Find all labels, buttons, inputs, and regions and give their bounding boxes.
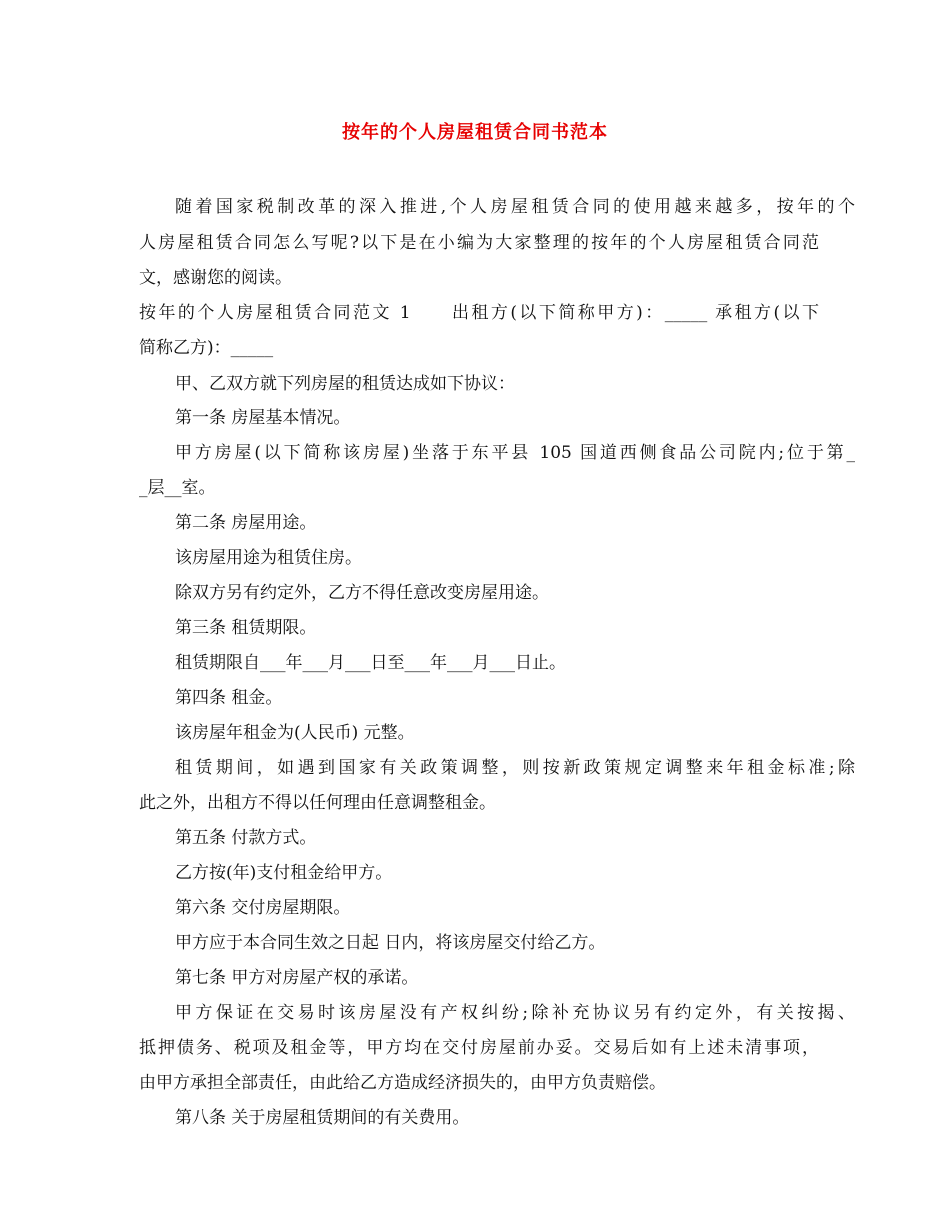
article-2-line-1: 该房屋用途为租赁住房。 xyxy=(175,548,362,568)
article-7-heading: 第七条 甲方对房屋产权的承诺。 xyxy=(175,968,419,988)
article-1-line-1: 甲方房屋(以下简称该房屋)坐落于东平县 105 国道西侧食品公司院内;位于第_ xyxy=(175,443,855,463)
article-2-line-2: 除双方另有约定外，乙方不得任意改变房屋用途。 xyxy=(175,583,549,603)
article-5-line-1: 乙方按(年)支付租金给甲方。 xyxy=(175,863,393,883)
article-7-line-2: 抵押债务、税项及租金等，甲方均在交付房屋前办妥。交易后如有上述未清事项， xyxy=(139,1038,819,1058)
intro-line-3: 文，感谢您的阅读。 xyxy=(139,268,292,288)
document-title: 按年的个人房屋租赁合同书范本 xyxy=(342,122,608,143)
article-1-heading: 第一条 房屋基本情况。 xyxy=(175,408,351,428)
article-4-line-2: 租赁期间，如遇到国家有关政策调整，则按新政策规定调整来年租金标准;除 xyxy=(175,758,855,778)
parties-line-2: 简称乙方)：_____ xyxy=(139,338,274,358)
article-2-heading: 第二条 房屋用途。 xyxy=(175,513,317,533)
article-6-heading: 第六条 交付房屋期限。 xyxy=(175,898,351,918)
article-4-heading: 第四条 租金。 xyxy=(175,688,283,708)
parties-line-1: 按年的个人房屋租赁合同范文 1 出租方(以下简称甲方)：_____ 承租方(以下 xyxy=(139,303,819,323)
intro-line-1: 随着国家税制改革的深入推进,个人房屋租赁合同的使用越来越多，按年的个 xyxy=(175,197,855,217)
article-4-line-1: 该房屋年租金为(人民币) 元整。 xyxy=(175,723,415,743)
article-1-line-2: _层__室。 xyxy=(139,478,216,498)
agreement-intro: 甲、乙双方就下列房屋的租赁达成如下协议： xyxy=(175,374,515,394)
intro-line-2: 人房屋租赁合同怎么写呢?以下是在小编为大家整理的按年的个人房屋租赁合同范 xyxy=(139,233,819,253)
article-6-line-1: 甲方应于本合同生效之日起 日内，将该房屋交付给乙方。 xyxy=(175,933,606,953)
article-3-line-1: 租赁期限自___年___月___日至___年___月___日止。 xyxy=(175,653,566,673)
article-3-heading: 第三条 租赁期限。 xyxy=(175,618,317,638)
article-7-line-1: 甲方保证在交易时该房屋没有产权纠纷;除补充协议另有约定外，有关按揭、 xyxy=(175,1003,855,1023)
article-8-heading: 第八条 关于房屋租赁期间的有关费用。 xyxy=(175,1108,470,1128)
article-5-heading: 第五条 付款方式。 xyxy=(175,828,317,848)
article-7-line-3: 由甲方承担全部责任，由此给乙方造成经济损失的，由甲方负责赔偿。 xyxy=(139,1073,666,1093)
article-4-line-3: 此之外，出租方不得以任何理由任意调整租金。 xyxy=(139,793,496,813)
